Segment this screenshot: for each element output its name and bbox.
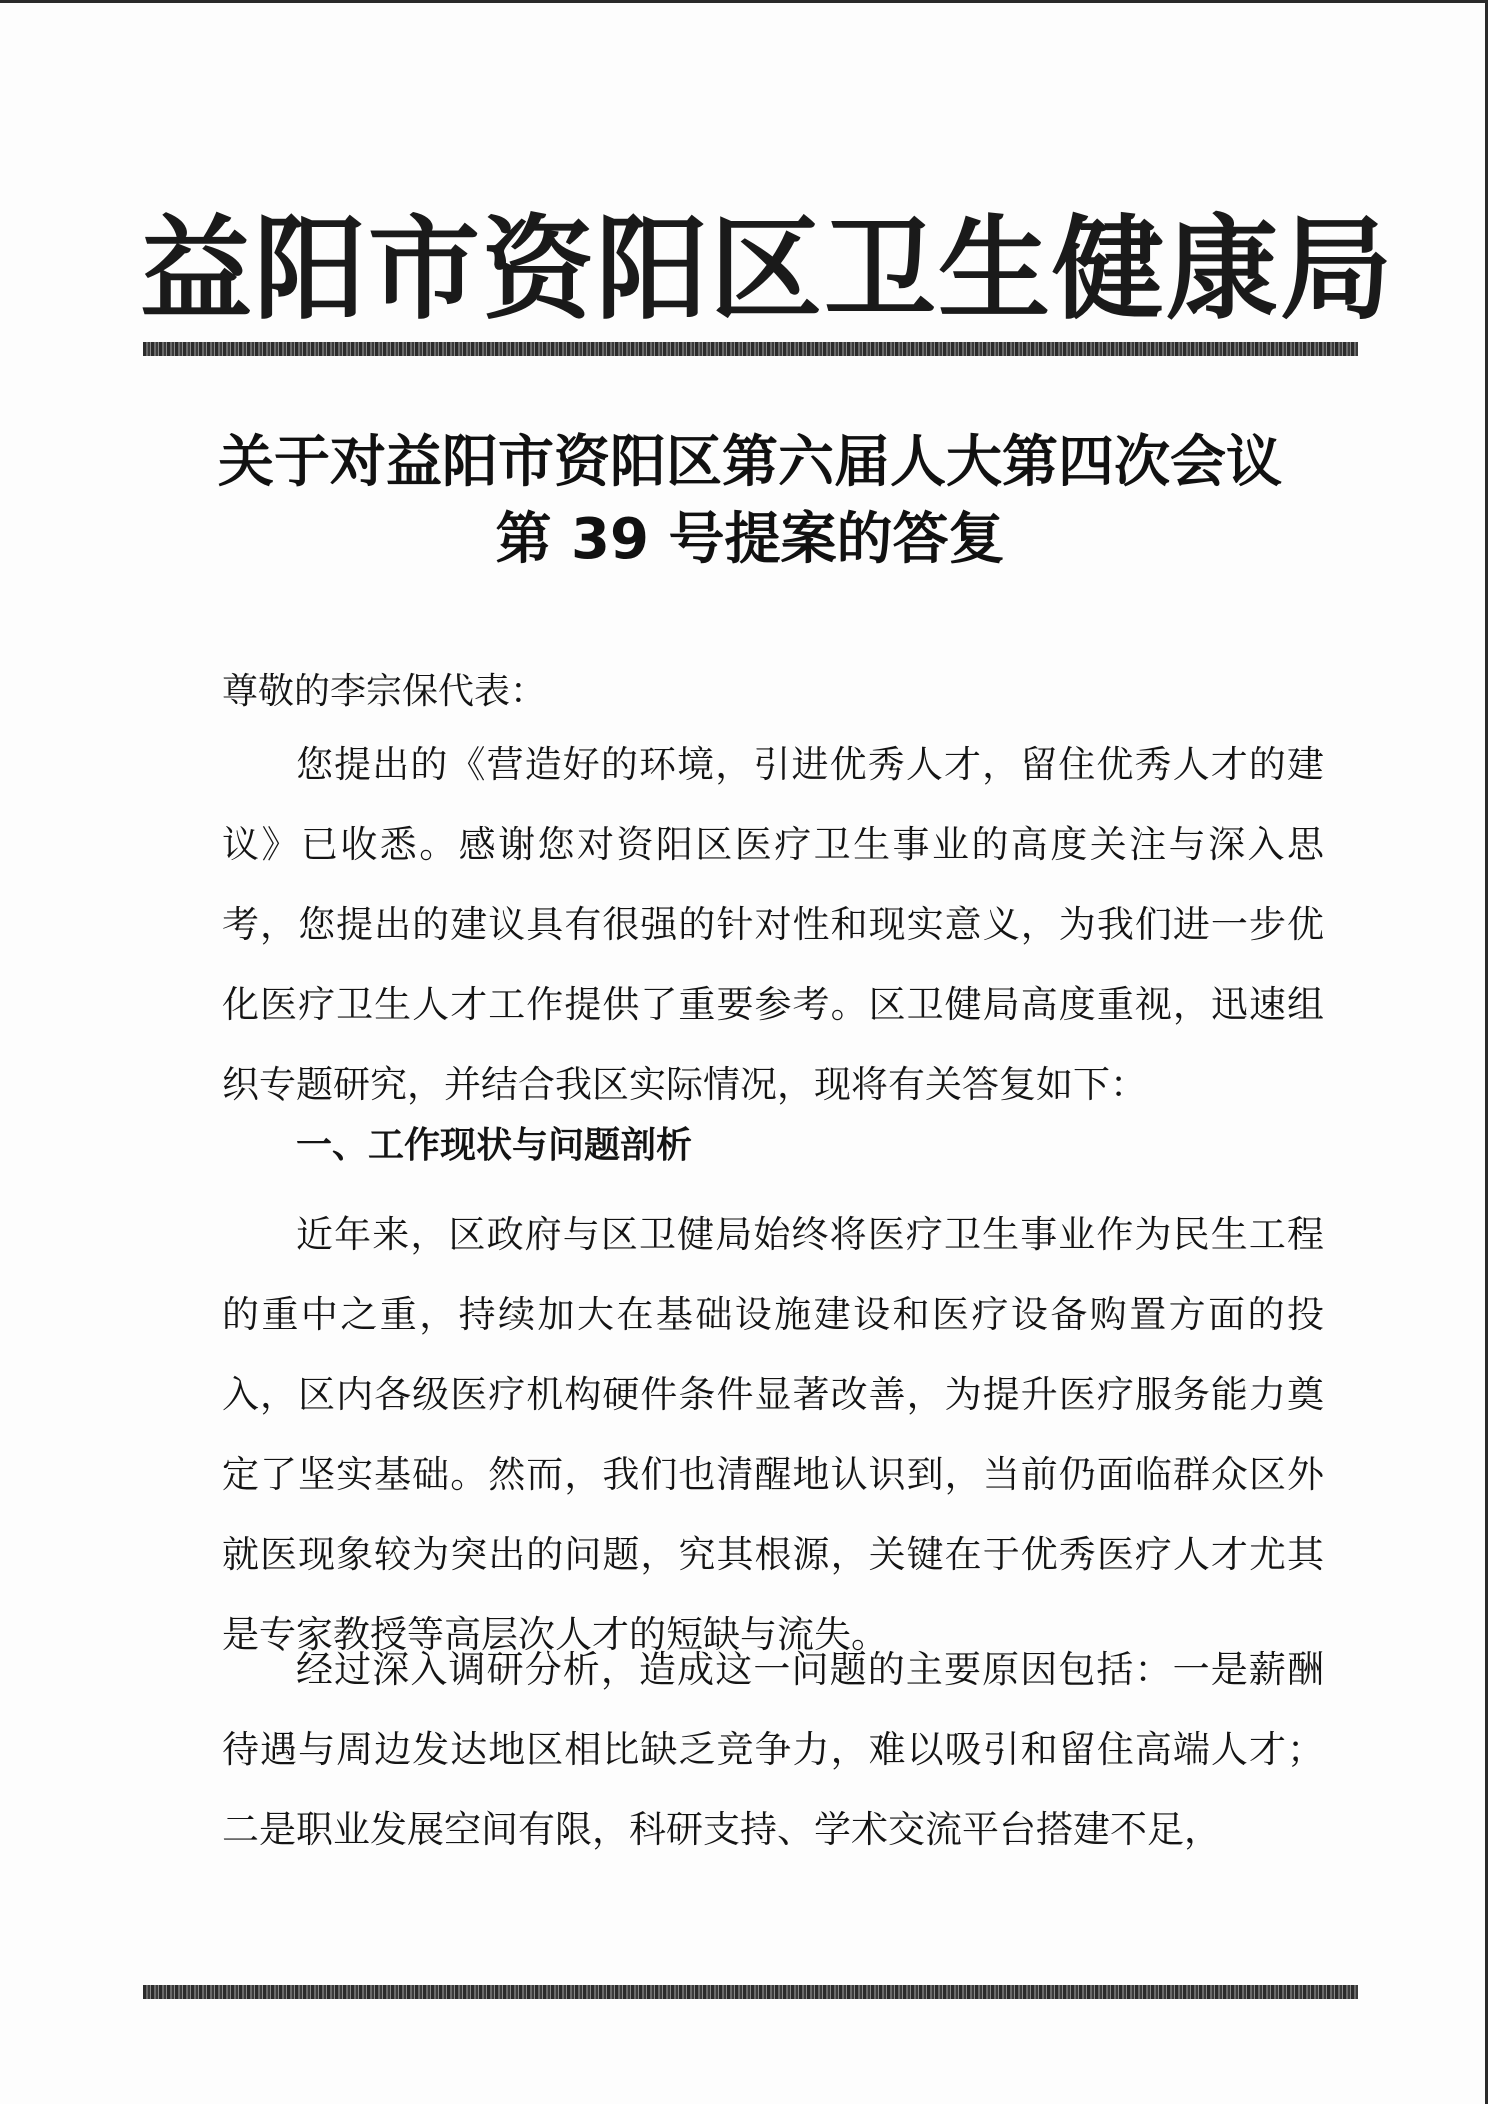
document-title-line2: 第 39 号提案的答复	[495, 507, 1005, 572]
letterhead-title: 益阳市资阳区卫生健康局	[140, 204, 1394, 335]
footer-divider	[143, 1985, 1358, 1999]
section-heading-1: 一、工作现状与问题剖析	[296, 1125, 693, 1166]
scan-edge-top	[0, 0, 1488, 3]
body-paragraph-1: 您提出的《营造好的环境，引进优秀人才，留住优秀人才的建议》已收悉。感谢您对资阳区医疗卫生事业的高度关注与深入思考，您提出的建议具有很强的针对性和现实意义，为我们进一步优化医疗卫生人才工作提供了重要参考。区卫健局高度重视，迅速组织专题研究，并结合我区实际情况，现将有关答复如下：	[222, 743, 1324, 1106]
body-paragraph-3: 经过深入调研分析，造成这一问题的主要原因包括：一是薪酬待遇与周边发达地区相比缺乏竞争力，难以吸引和留住高端人才；二是职业发展空间有限，科研支持、学术交流平台搭建不足，	[222, 1648, 1324, 1851]
body-paragraph-2: 近年来，区政府与区卫健局始终将医疗卫生事业作为民生工程的重中之重，持续加大在基础设施建设和医疗设备购置方面的投入，区内各级医疗机构硬件条件显著改善，为提升医疗服务能力奠定了坚实基础。然而，我们也清醒地认识到，当前仍面临群众区外就医现象较为突出的问题，究其根源，关键在于优秀医疗人才尤其是专家教授等高层次人才的短缺与流失。	[222, 1213, 1324, 1656]
letterhead-divider	[143, 342, 1358, 356]
document-title-line1: 关于对益阳市资阳区第六届人大第四次会议	[218, 430, 1282, 495]
salutation: 尊敬的李宗保代表：	[222, 671, 547, 712]
